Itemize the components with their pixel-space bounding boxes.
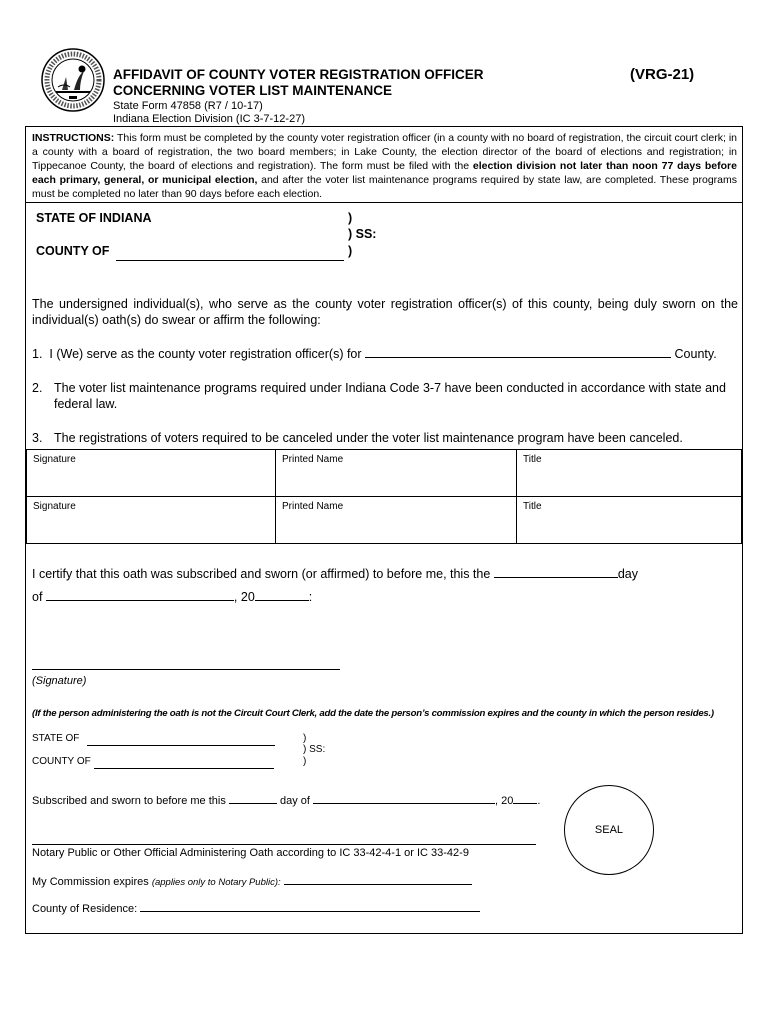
signature-caption: (Signature) xyxy=(32,675,87,687)
title-cell[interactable]: Title xyxy=(517,497,742,544)
title-cell[interactable]: Title xyxy=(517,450,742,497)
official-caption: Notary Public or Other Official Administering Oath according to IC 33-42-4-1 or IC 33-42-9 xyxy=(32,847,469,859)
form-number: (VRG-21) xyxy=(630,66,695,83)
statement-2-text: The voter list maintenance programs required under Indiana Code 3-7 have been conducted in accordance with state and federal law. xyxy=(54,381,726,411)
certify-of-label: of xyxy=(32,590,43,604)
statement-1 xyxy=(32,345,738,362)
form-subtitle xyxy=(113,100,305,126)
notary-state-label: STATE OF xyxy=(32,733,80,744)
county-residence-field[interactable] xyxy=(140,900,480,912)
county-name-field[interactable] xyxy=(365,345,671,358)
instructions-deadline: election division not later than noon 77 days before each primary, general, or municipal election, xyxy=(32,160,737,186)
venue-county-field[interactable] xyxy=(116,246,344,261)
oath-intro: The undersigned individual(s), who serve as the county voter registration officer(s) of this county, being duly sworn on the individual(s) oath(s) do swear or affirm the following: xyxy=(32,297,738,327)
signature-row xyxy=(27,497,742,544)
signature-cell[interactable]: Signature xyxy=(27,450,276,497)
notary-state-field[interactable] xyxy=(87,733,275,746)
venue-paren-1: ) xyxy=(348,211,353,225)
notary-county-label: COUNTY OF xyxy=(32,756,91,767)
notary-paren-1: ) xyxy=(303,733,307,744)
notary-seal-area xyxy=(564,785,654,875)
notary-ss: ) SS: xyxy=(303,744,326,755)
subscribed-period: . xyxy=(537,795,541,807)
seal-label: SEAL xyxy=(594,824,624,836)
statement-1-number: 1. xyxy=(32,347,43,361)
commission-note: (If the person administering the oath is not the Circuit Court Clerk, add the date the person’s commission expires and the county in which the person resides.) xyxy=(32,708,714,719)
subscribed-year-label: , 20 xyxy=(494,795,514,807)
instructions-text: This form must be completed by the county voter registration officer (in a county with no board of registration, the circuit court clerk; in a county with a board of registration, the two board members; in Lake County, the election director of the board of elections and registration; in Tippecanoe County, the board of elections and registration). The form must be filed with the xyxy=(32,132,737,172)
instructions-label: INSTRUCTIONS: xyxy=(32,132,115,144)
notary-paren-3: ) xyxy=(303,756,307,767)
printed-name-cell[interactable]: Printed Name xyxy=(276,497,517,544)
certify-line-2 xyxy=(32,588,312,605)
state-form-number: State Form 47858 (R7 / 10-17) xyxy=(113,100,263,112)
instructions-block xyxy=(32,131,737,201)
venue-county-label: COUNTY OF xyxy=(36,244,110,258)
form-title xyxy=(113,67,484,99)
statement-1-text: I (We) serve as the county voter registration officer(s) for xyxy=(49,347,362,361)
statement-2-number: 2. xyxy=(32,381,43,395)
certify-year-label: , 20 xyxy=(233,590,255,604)
divider xyxy=(26,202,742,203)
commission-expires-label: My Commission expires xyxy=(32,876,149,888)
official-signature-line[interactable] xyxy=(32,669,340,670)
subscribed-month-field[interactable] xyxy=(313,792,495,804)
indiana-state-seal-icon xyxy=(40,47,106,113)
commission-expires-line xyxy=(32,873,472,888)
statement-3-text: The registrations of voters required to be canceled under the voter list maintenance program have been canceled. xyxy=(54,431,683,445)
printed-name-cell[interactable]: Printed Name xyxy=(276,450,517,497)
certify-day-field[interactable] xyxy=(494,565,618,578)
certify-year-field[interactable] xyxy=(255,588,309,601)
commission-expires-field[interactable] xyxy=(284,873,472,885)
signature-table xyxy=(26,449,742,544)
subscribed-day-field[interactable] xyxy=(229,792,277,804)
venue-ss: ) SS: xyxy=(348,227,377,241)
subscribed-day-label: day of xyxy=(279,795,310,807)
certify-line-1 xyxy=(32,565,638,582)
election-division: Indiana Election Division (IC 3-7-12-27) xyxy=(113,113,305,125)
venue-state: STATE OF INDIANA xyxy=(36,211,152,225)
certify-colon: : xyxy=(308,590,313,604)
subscribed-year-field[interactable] xyxy=(513,792,537,804)
title-line-2: CONCERNING VOTER LIST MAINTENANCE xyxy=(113,83,393,98)
commission-expires-note: (applies only to Notary Public): xyxy=(151,877,281,888)
county-residence-label: County of Residence: xyxy=(32,903,138,915)
signature-cell[interactable]: Signature xyxy=(27,497,276,544)
title-line-1: AFFIDAVIT OF COUNTY VOTER REGISTRATION OFFICER xyxy=(113,67,484,82)
instructions-text-2: and after the voter list maintenance programs required by state law, are completed. These programs must be completed no later than 90 days before each election. xyxy=(32,174,737,200)
notary-county-field[interactable] xyxy=(94,756,274,769)
official-signature-line-2[interactable] xyxy=(32,844,536,845)
statement-3-number: 3. xyxy=(32,431,43,445)
subscribed-text: Subscribed and sworn to before me this xyxy=(32,795,226,807)
county-residence-line xyxy=(32,900,480,915)
signature-row xyxy=(27,450,742,497)
certify-day-label: day xyxy=(617,567,638,581)
venue-paren-3: ) xyxy=(348,244,353,258)
certify-month-field[interactable] xyxy=(46,588,234,601)
subscribed-line xyxy=(32,792,540,807)
certify-text: I certify that this oath was subscribed and sworn (or affirmed) to before me, this the xyxy=(32,567,491,581)
statement-1-county: County. xyxy=(674,347,717,361)
